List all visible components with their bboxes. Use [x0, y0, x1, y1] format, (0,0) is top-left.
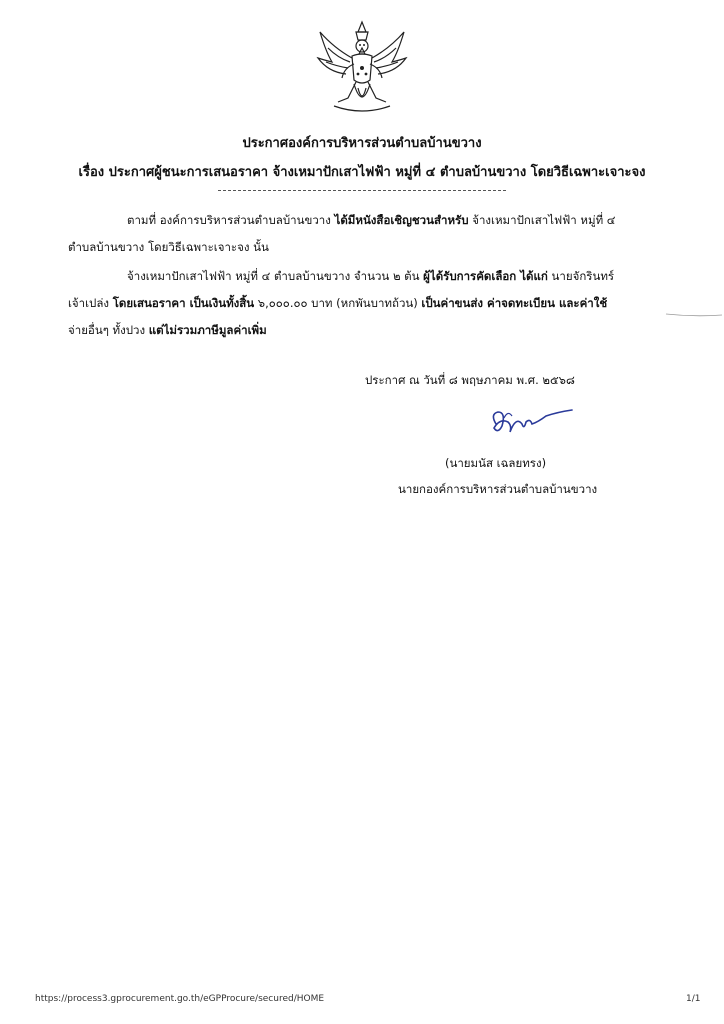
announcement-org-title: ประกาศองค์การบริหารส่วนตำบลบ้านขวาง	[242, 136, 482, 151]
paragraph1-bold-text: ได้มีหนังสือเชิญชวนสำหรับ	[334, 213, 469, 227]
paragraph2-bold-text: โดยเสนอราคา เป็นเงินทั้งสิ้น	[112, 296, 255, 310]
signer-name: (นายมนัส เฉลยทรง)	[445, 456, 547, 470]
paragraph1-line2: ตำบลบ้านขวาง โดยวิธีเฉพาะเจาะจง นั้น	[68, 240, 269, 254]
paragraph2-bold-text: เป็นค่าขนส่ง ค่าจดทะเบียน และค่าใช้	[421, 296, 608, 310]
paragraph2-bold-text: แต่ไม่รวมภาษีมูลค่าเพิ่ม	[148, 323, 267, 337]
paragraph2-text: จ้างเหมาปักเสาไฟฟ้า หมู่ที่ ๔ ตำบลบ้านขวาง จำนวน ๒ ต้น	[127, 269, 424, 283]
announcement-subject: เรื่อง ประกาศผู้ชนะการเสนอราคา จ้างเหมาปักเสาไฟฟ้า หมู่ที่ ๔ ตำบลบ้านขวาง โดยวิธีเฉพาะเจาะจง	[78, 165, 646, 180]
paragraph2-text: นายจักรินทร์	[547, 269, 615, 283]
paragraph2-bold-text: ผู้ได้รับการคัดเลือก ได้แก่	[423, 269, 548, 283]
paragraph1-text: ตามที่ องค์การบริหารส่วนตำบลบ้านขวาง	[127, 213, 335, 227]
footer-url: https://process3.gprocurement.go.th/eGPProcure/secured/HOME	[35, 994, 325, 1004]
paragraph2-line3	[68, 322, 267, 338]
signer-position: นายกองค์การบริหารส่วนตำบลบ้านขวาง	[398, 482, 598, 496]
paragraph2-line1	[127, 268, 614, 284]
paragraph2-line2	[68, 295, 607, 311]
paragraph2-text: จ่ายอื่นๆ ทั้งปวง	[68, 323, 149, 337]
paragraph1-text: จ้างเหมาปักเสาไฟฟ้า หมู่ที่ ๔	[468, 213, 616, 227]
paragraph2-text: ๖,๐๐๐.๐๐ บาท (หกพันบาทถ้วน)	[254, 296, 422, 310]
handwritten-signature	[486, 404, 576, 440]
paragraph2-text: เจ้าเปล่ง	[68, 296, 113, 310]
announcement-date: ประกาศ ณ วันที่ ๘ พฤษภาคม พ.ศ. ๒๕๖๘	[365, 373, 575, 387]
footer-page-number: 1/1	[686, 994, 701, 1004]
scan-artifact-mark	[664, 310, 724, 320]
dashed-divider	[218, 190, 506, 191]
garuda-emblem	[312, 18, 412, 122]
paragraph1-line1	[127, 212, 616, 228]
